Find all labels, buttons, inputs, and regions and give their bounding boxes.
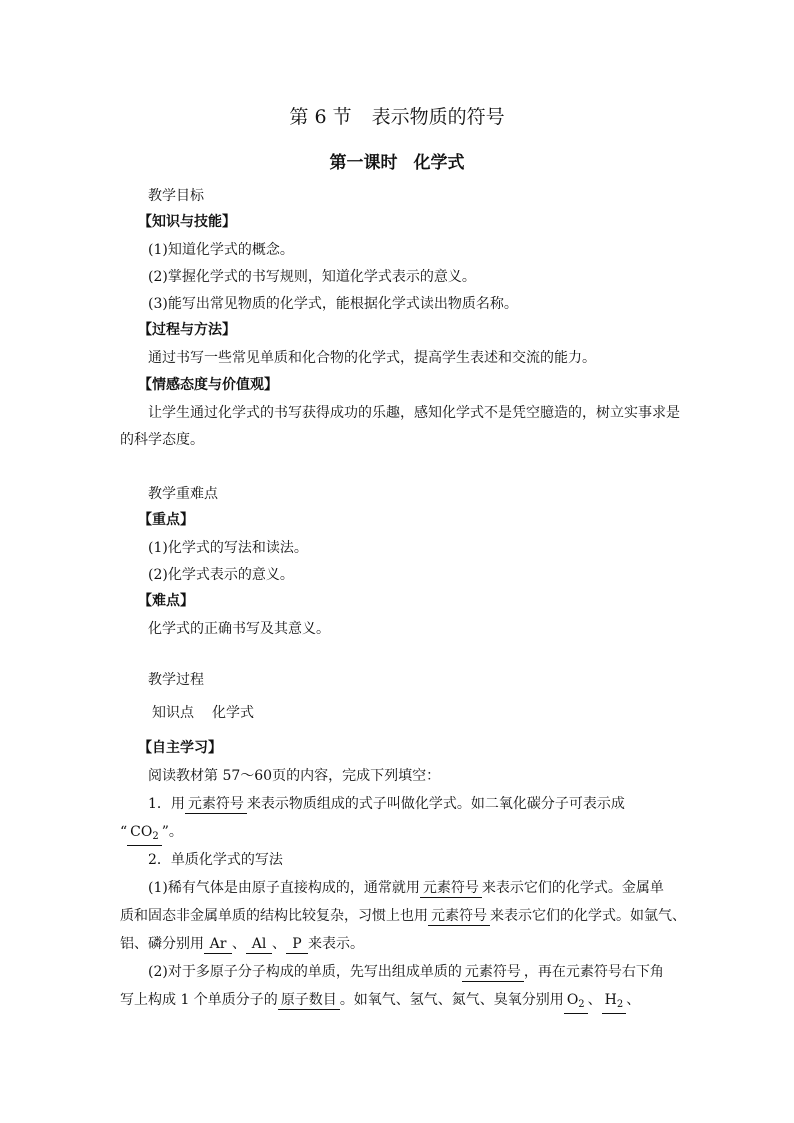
- self-study-heading: 【自主学习】: [138, 740, 222, 756]
- question-2-1-line3: 铝、磷分别用 Ar 、 Al 、 P 来表示。: [120, 936, 364, 952]
- question-2-2-line2: 写上构成 1 个单质分子的 原子数目 。如氧气、氢气、氮气、臭氧分别用 $O_2$ 、 $H_2$ 、: [120, 990, 640, 1014]
- answer-blank: 元素符号: [420, 880, 482, 898]
- knowledge-item: (1)知道化学式的概念。: [148, 242, 294, 258]
- key-item: (1)化学式的写法和读法。: [148, 540, 308, 556]
- key-heading: 【重点】: [138, 512, 194, 528]
- answer-blank-formula: $O_2$: [564, 992, 588, 1014]
- process-section-heading: 教学过程: [148, 672, 204, 688]
- question-1-line2: “ $CO_2$ ”。: [120, 822, 183, 846]
- reading-instruction: 阅读教材第 57～60页的内容，完成下列填空：: [148, 768, 441, 784]
- knowledge-item: (2)掌握化学式的书写规则，知道化学式表示的意义。: [148, 269, 476, 285]
- lesson-topic: 化学式: [413, 153, 465, 173]
- attitude-text-line2: 的科学态度。: [120, 432, 204, 448]
- key-item: (2)化学式表示的意义。: [148, 567, 294, 583]
- attitude-heading: 【情感态度与价值观】: [138, 377, 278, 393]
- knowledge-point-topic: 化学式: [212, 705, 254, 721]
- knowledge-item: (3)能写出常见物质的化学式，能根据化学式读出物质名称。: [148, 296, 518, 312]
- attitude-text-line1: 让学生通过化学式的书写获得成功的乐趣，感知化学式不是凭空臆造的，树立实事求是: [148, 405, 680, 421]
- answer-blank: Ar: [204, 936, 232, 954]
- hard-text: 化学式的正确书写及其意义。: [148, 621, 330, 637]
- difficulty-heading: 教学重难点: [148, 486, 218, 502]
- lesson-period: 第一课时: [329, 153, 398, 173]
- knowledge-heading: 【知识与技能】: [138, 214, 236, 230]
- answer-blank-formula: $CO_2$: [127, 824, 162, 846]
- hard-heading: 【难点】: [138, 593, 194, 609]
- answer-blank: Al: [246, 936, 272, 954]
- process-heading: 【过程与方法】: [138, 322, 236, 338]
- answer-blank-formula: $H_2$: [602, 992, 627, 1014]
- question-2-2-line1: (2)对于多原子分子构成的单质，先写出组成单质的 元素符号 ，再在元素符号右下角: [148, 964, 664, 980]
- page-title: [0, 104, 794, 130]
- section-number: 第 6 节: [289, 106, 352, 128]
- question-2-1-line2: 质和固态非金属单质的结构比较复杂，习惯上也用 元素符号 来表示它们的化学式。如氩气、: [120, 908, 686, 924]
- section-topic: 表示物质的符号: [371, 106, 505, 128]
- question-1-line1: 1．用 元素符号 来表示物质组成的式子叫做化学式。如二氧化碳分子可表示成: [148, 796, 625, 812]
- question-2-1-line1: (1)稀有气体是由原子直接构成的，通常就用 元素符号 来表示它们的化学式。金属单: [148, 880, 664, 896]
- answer-blank: 元素符号: [428, 908, 490, 926]
- answer-blank: 元素符号: [185, 796, 247, 814]
- answer-blank: P: [286, 936, 308, 954]
- knowledge-point: [152, 703, 254, 723]
- objectives-heading: 教学目标: [148, 188, 204, 204]
- answer-blank: 原子数目: [278, 992, 340, 1010]
- lesson-subtitle: [0, 151, 794, 175]
- process-text: 通过书写一些常见单质和化合物的化学式，提高学生表述和交流的能力。: [148, 350, 596, 366]
- answer-blank: 元素符号: [462, 964, 524, 982]
- question-2-heading: 2．单质化学式的写法: [148, 852, 283, 868]
- knowledge-point-label: 知识点: [152, 705, 194, 721]
